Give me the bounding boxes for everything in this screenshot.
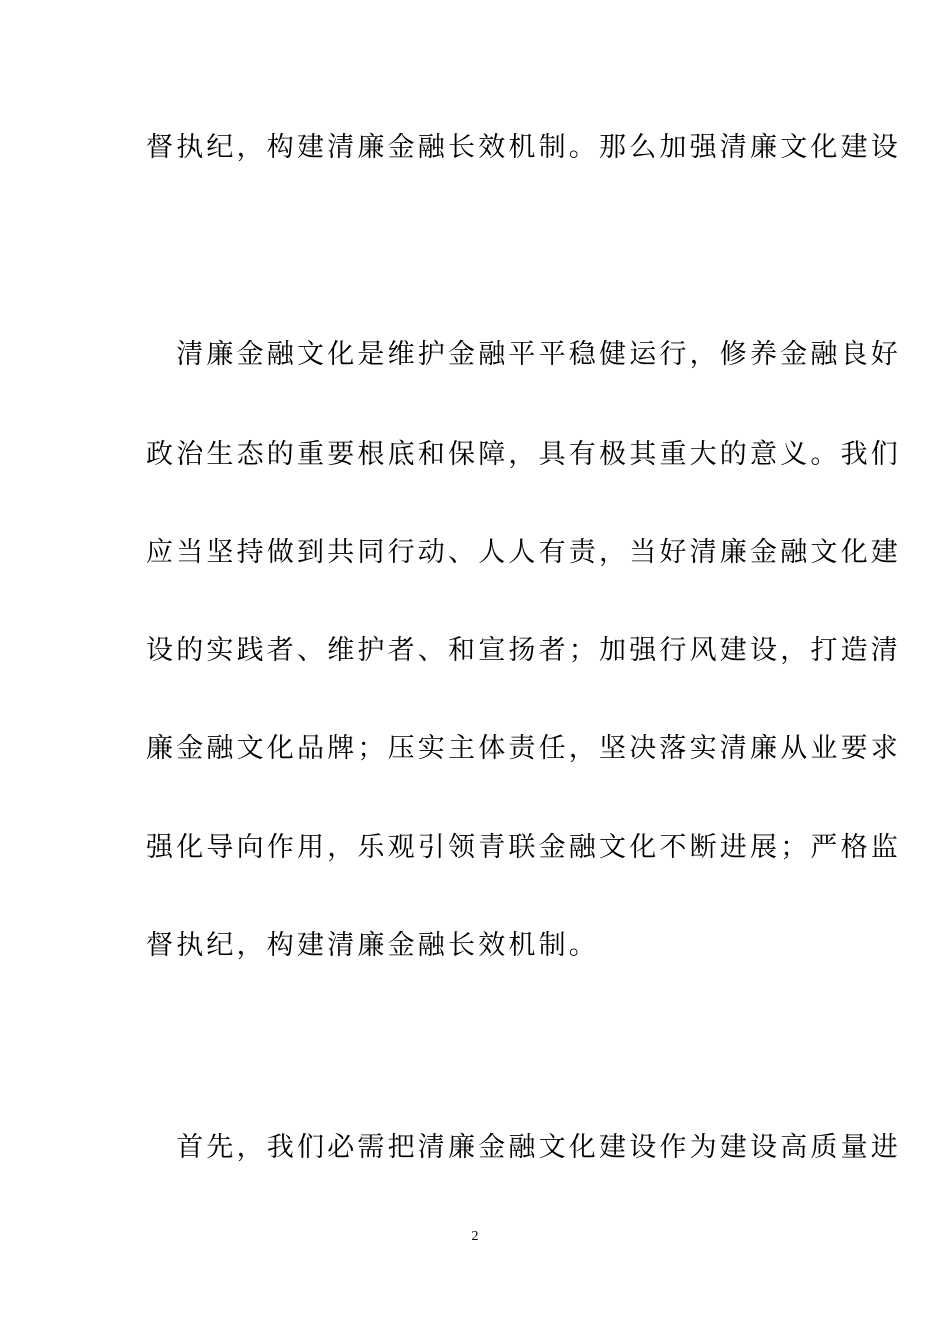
- text-line: 强化导向作用，乐观引领青联金融文化不断进展；严格监: [146, 832, 901, 863]
- text-line: 设的实践者、维护者、和宣扬者；加强行风建设，打造清: [146, 635, 901, 666]
- text-line: 政治生态的重要根底和保障，具有极其重大的意义。我们: [146, 439, 901, 470]
- text-line: 首先，我们必需把清廉金融文化建设作为建设高质量进: [146, 1132, 901, 1163]
- text-line: 督执纪，构建清廉金融长效机制。那么加强清廉文化建设: [146, 132, 901, 163]
- page-number: 2: [471, 1229, 479, 1244]
- text-line: 应当坚持做到共同行动、人人有责，当好清廉金融文化建: [146, 537, 901, 568]
- text-line: 督执纪，构建清廉金融长效机制。: [146, 930, 599, 961]
- text-line: 廉金融文化品牌；压实主体责任，坚决落实清廉从业要求: [146, 733, 901, 764]
- text-line: 清廉金融文化是维护金融平平稳健运行，修养金融良好: [146, 339, 901, 370]
